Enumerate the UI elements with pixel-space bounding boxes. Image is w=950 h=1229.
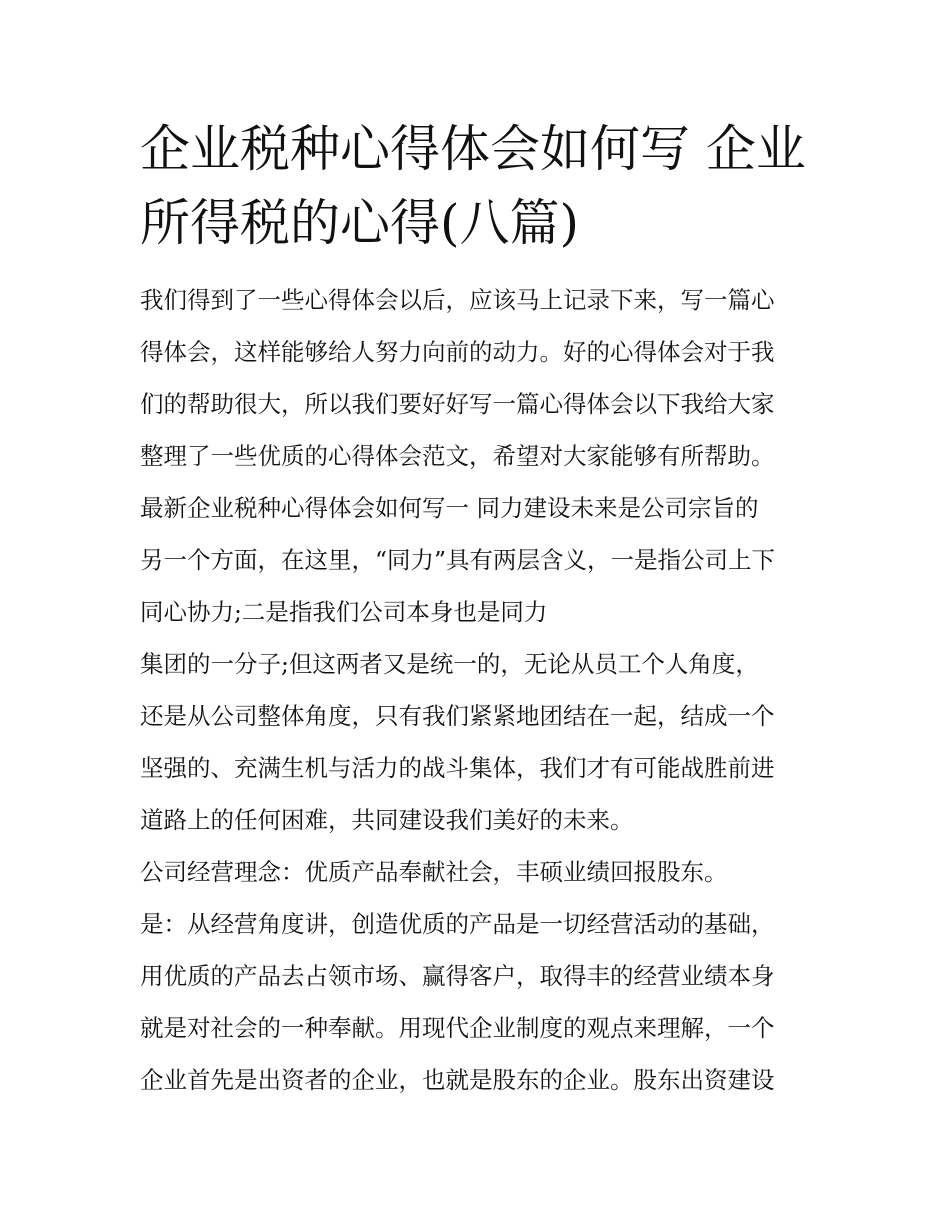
body-line: 集团的一分子;但这两者又是统一的，无论从员工个人角度，	[140, 650, 759, 678]
body-line: 同心协力;二是指我们公司本身也是同力	[140, 598, 548, 626]
body-line: 另一个方面，在这里，“同力”具有两层含义，一是指公司上下	[140, 546, 776, 574]
body-line: 坚强的、充满生机与活力的战斗集体，我们才有可能战胜前进	[140, 754, 775, 782]
body-line: 整理了一些优质的心得体会范文，希望对大家能够有所帮助。	[140, 442, 775, 470]
body-line: 是：从经营角度讲，创造优质的产品是一切经营活动的基础，	[140, 910, 775, 938]
body-line: 们的帮助很大，所以我们要好好写一篇心得体会以下我给大家	[140, 390, 775, 418]
body-line: 最新企业税种心得体会如何写一 同力建设未来是公司宗旨的	[140, 494, 759, 522]
body-line: 得体会，这样能够给人努力向前的动力。好的心得体会对于我	[140, 338, 775, 366]
document-title: 企业税种心得体会如何写 企业 所得税的心得(八篇)	[140, 120, 806, 252]
body-line: 用优质的产品去占领市场、赢得客户，取得丰的经营业绩本身	[140, 962, 775, 990]
document-body	[140, 280, 820, 1112]
body-line: 我们得到了一些心得体会以后，应该马上记录下来，写一篇心	[140, 286, 775, 314]
body-line: 公司经营理念：优质产品奉献社会，丰硕业绩回报股东。	[140, 858, 728, 886]
body-line: 道路上的任何困难，共同建设我们美好的未来。	[140, 806, 634, 834]
body-line: 就是对社会的一种奉献。用现代企业制度的观点来理解，一个	[140, 1014, 775, 1042]
body-line: 还是从公司整体角度，只有我们紧紧地团结在一起，结成一个	[140, 702, 775, 730]
body-line: 企业首先是出资者的企业，也就是股东的企业。股东出资建设	[140, 1066, 775, 1094]
